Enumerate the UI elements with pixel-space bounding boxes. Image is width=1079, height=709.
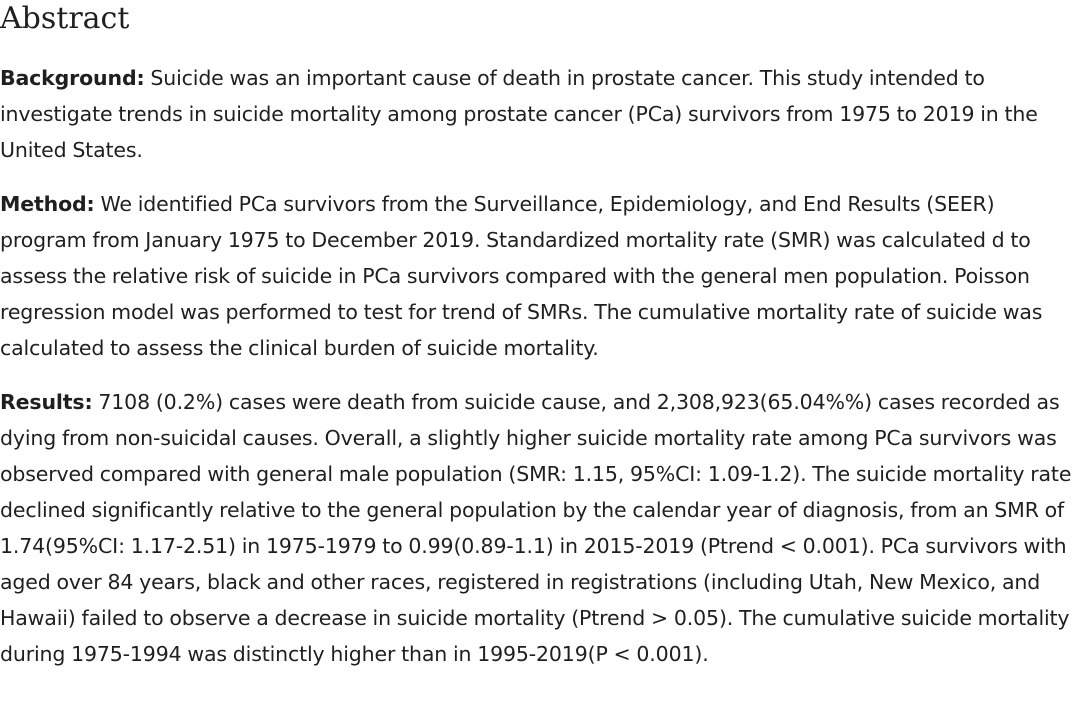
- background-paragraph: [0, 60, 1079, 168]
- abstract-heading: Abstract: [0, 1, 130, 36]
- method-text: We identified PCa survivors from the Surveillance, Epidemiology, and End Results (SEER) program from January 1975 to December 2019. Standardized mortality rate (SMR) was calculated d to assess the relative risk of suicide in PCa survivors compared with the general men population. Poisson regression model was performed to test for trend of SMRs. The cumulative mortality rate of suicide was calculated to assess the clinical burden of suicide mortality.: [0, 192, 1043, 360]
- results-text: 7108 (0.2%) cases were death from suicide cause, and 2,308,923(65.04%%) cases recorded as dying from non-suicidal causes. Overall, a slightly higher suicide mortality rate among PCa survivors was observed compared with general male population (SMR: 1.15, 95%CI: 1.09-1.2). The suicide mortality rate declined significantly relative to the general population by the calendar year of diagnosis, from an SMR of 1.74(95%CI: 1.17-2.51) in 1975-1979 to 0.99(0.89-1.1) in 2015-2019 (Ptrend < 0.001). PCa survivors with aged over 84 years, black and other races, registered in registrations (including Utah, New Mexico, and Hawaii) failed to observe a decrease in suicide mortality (Ptrend > 0.05). The cumulative suicide mortality during 1975-1994 was distinctly higher than in 1995-2019(P < 0.001).: [0, 390, 1072, 666]
- method-label: Method:: [0, 192, 95, 216]
- results-label: Results:: [0, 390, 93, 414]
- background-text: Suicide was an important cause of death in prostate cancer. This study intended to investigate trends in suicide mortality among prostate cancer (PCa) survivors from 1975 to 2019 in the United States.: [0, 66, 1038, 162]
- results-paragraph: [0, 384, 1079, 672]
- background-label: Background:: [0, 66, 145, 90]
- method-paragraph: [0, 186, 1079, 366]
